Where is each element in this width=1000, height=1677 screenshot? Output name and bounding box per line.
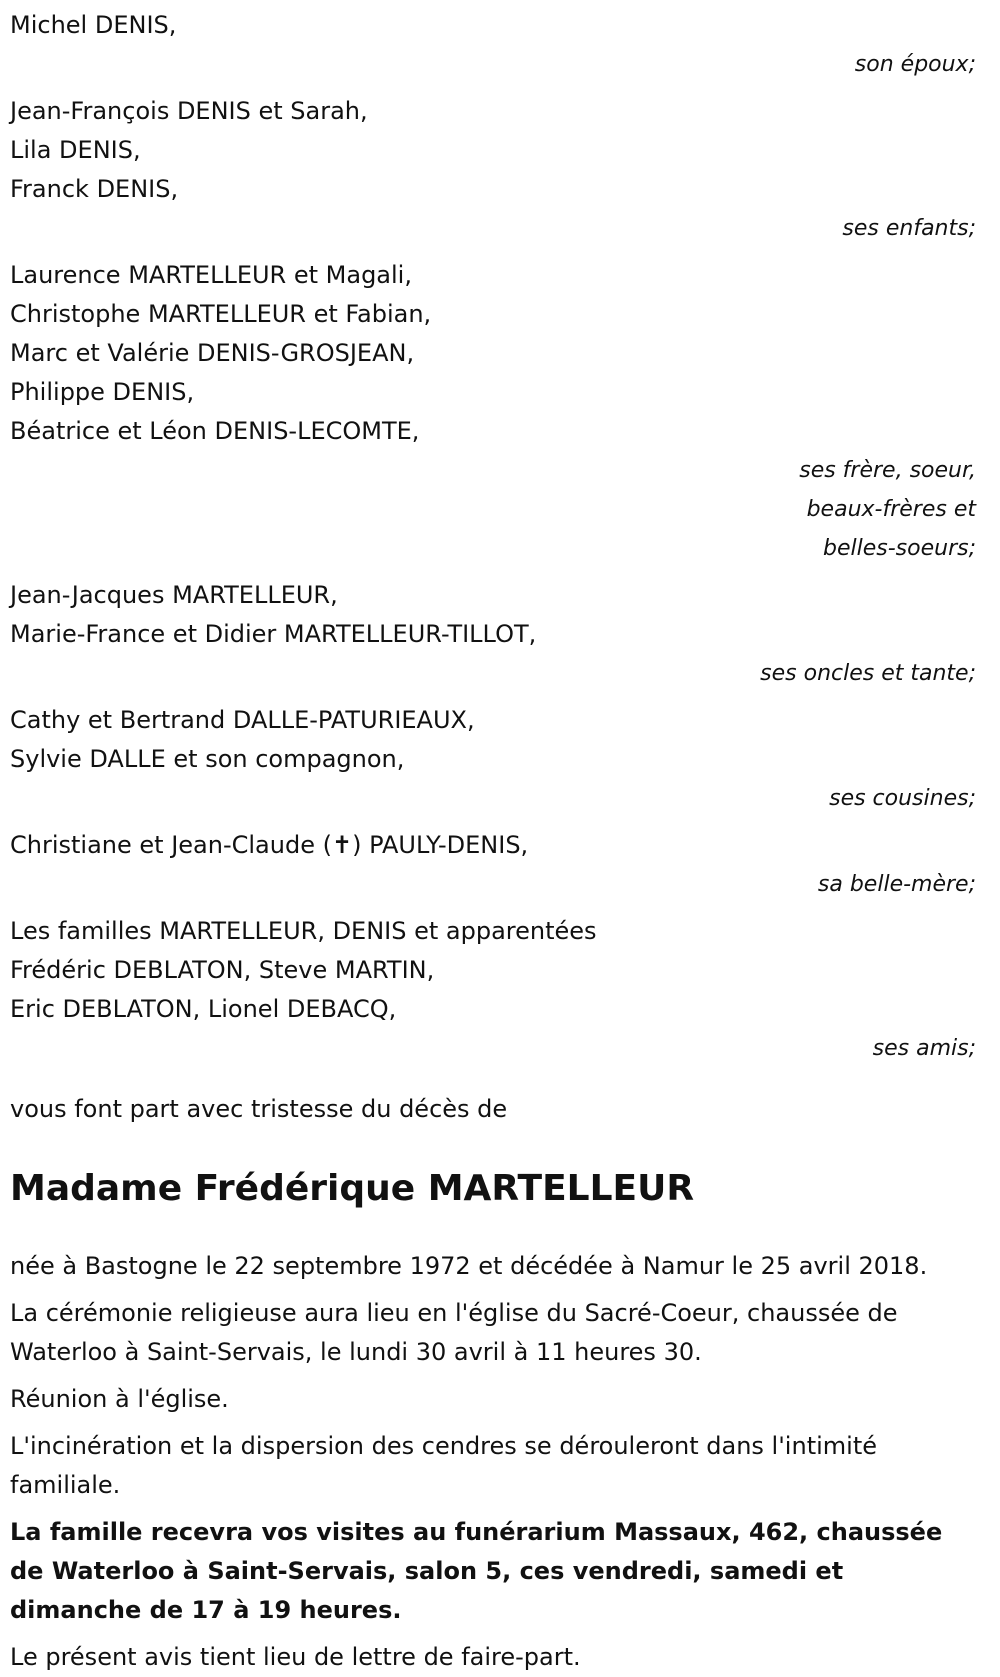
mourner-line: Béatrice et Léon DENIS-LECOMTE, bbox=[10, 417, 420, 445]
mourner-line: Marie-France et Didier MARTELLEUR-TILLOT, bbox=[10, 620, 537, 648]
mourner-line: Marc et Valérie DENIS-GROSJEAN, bbox=[10, 339, 415, 367]
relation-label: sa belle-mère; bbox=[817, 872, 976, 897]
relation-label: son époux; bbox=[854, 52, 976, 77]
mourner-group-children bbox=[10, 92, 976, 248]
mourner-line: Laurence MARTELLEUR et Magali, bbox=[10, 261, 412, 289]
birth-death-info: née à Bastogne le 22 septembre 1972 et décédée à Namur le 25 avril 2018. bbox=[10, 1252, 928, 1280]
relation-label: ses enfants; bbox=[842, 216, 976, 241]
mourner-group-uncles-aunt bbox=[10, 576, 976, 693]
mourner-line: Lila DENIS, bbox=[10, 136, 141, 164]
mourner-group-friends bbox=[10, 912, 976, 1068]
mourner-group-mother-in-law bbox=[10, 826, 976, 904]
mourner-line: Eric DEBLATON, Lionel DEBACQ, bbox=[10, 995, 397, 1023]
announcement-intro: vous font part avec tristesse du décès de bbox=[10, 1095, 508, 1123]
mourner-line: Frédéric DEBLATON, Steve MARTIN, bbox=[10, 956, 435, 984]
meeting-info: Réunion à l'église. bbox=[10, 1385, 229, 1413]
relation-label: ses cousines; bbox=[829, 786, 976, 811]
visitation-info: La famille recevra vos visites au funérarium Massaux, 462, chaussée de Waterloo à Saint-Servais, salon 5, ces vendredi, samedi et dimanche de 17 à 19 heures. bbox=[10, 1518, 943, 1624]
relation-label: beaux-frères et bbox=[806, 497, 976, 522]
deceased-name: Madame Frédérique MARTELLEUR bbox=[10, 1168, 695, 1209]
mourner-line: Philippe DENIS, bbox=[10, 378, 195, 406]
closing-note: Le présent avis tient lieu de lettre de faire-part. bbox=[10, 1643, 581, 1671]
relation-label: ses oncles et tante; bbox=[760, 661, 976, 686]
mourner-line: Christiane et Jean-Claude (✝) PAULY-DENIS, bbox=[10, 831, 529, 859]
mourner-line: Jean-Jacques MARTELLEUR, bbox=[10, 581, 338, 609]
mourner-line: Jean-François DENIS et Sarah, bbox=[10, 97, 368, 125]
relation-label: ses frère, soeur, bbox=[799, 458, 976, 483]
relation-label: belles-soeurs; bbox=[823, 536, 976, 561]
cremation-info: L'incinération et la dispersion des cendres se dérouleront dans l'intimité familiale. bbox=[10, 1432, 877, 1499]
relation-label: ses amis; bbox=[872, 1036, 976, 1061]
mourner-line: Cathy et Bertrand DALLE-PATURIEAUX, bbox=[10, 706, 475, 734]
mourner-line: Christophe MARTELLEUR et Fabian, bbox=[10, 300, 432, 328]
mourner-line: Sylvie DALLE et son compagnon, bbox=[10, 745, 405, 773]
mourner-group-cousins bbox=[10, 701, 976, 818]
ceremony-info: La cérémonie religieuse aura lieu en l'église du Sacré-Coeur, chaussée de Waterloo à Saint-Servais, le lundi 30 avril à 11 heures 30. bbox=[10, 1299, 898, 1366]
mourner-line: Michel DENIS, bbox=[10, 11, 177, 39]
mourner-group-siblings bbox=[10, 256, 976, 568]
mourner-group-spouse bbox=[10, 6, 976, 84]
mourner-line: Franck DENIS, bbox=[10, 175, 179, 203]
mourner-line: Les familles MARTELLEUR, DENIS et apparentées bbox=[10, 917, 597, 945]
